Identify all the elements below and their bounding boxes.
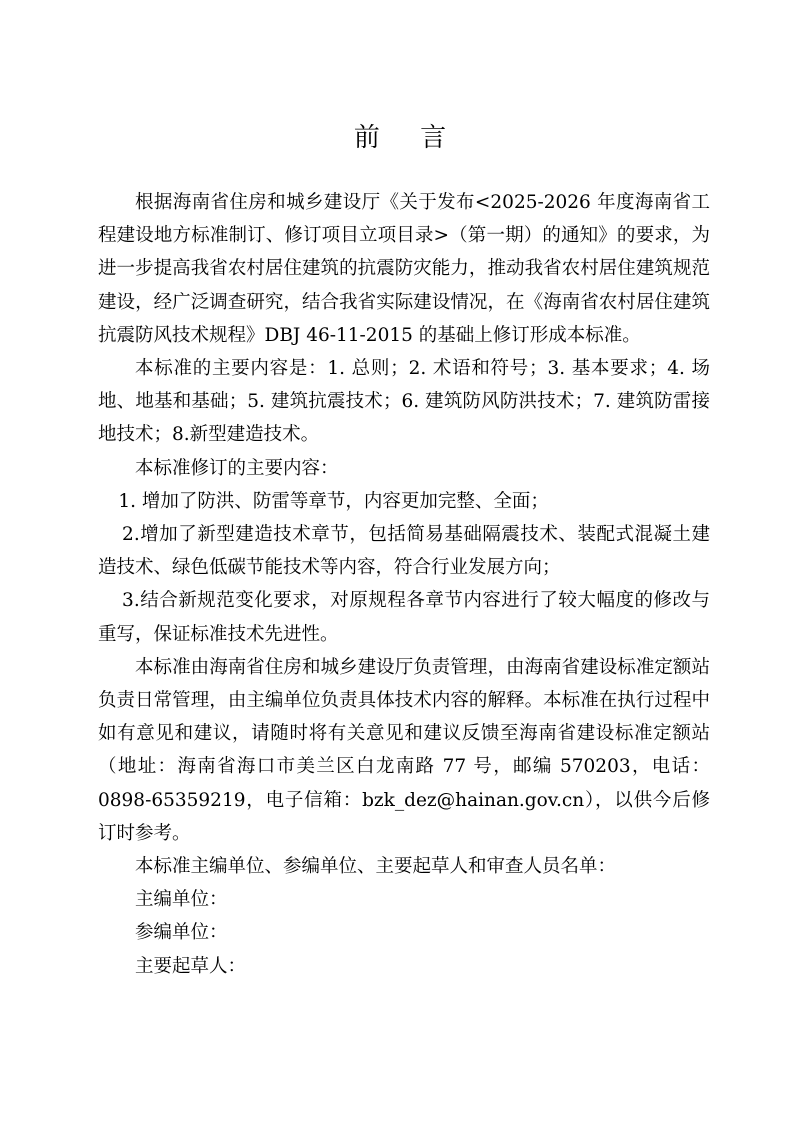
paragraph-revision-intro: 本标准修订的主要内容： <box>135 457 339 479</box>
preface-body <box>98 186 710 983</box>
paragraph-main-contents: 本标准的主要内容是：1. 总则；2. 术语和符号；3. 基本要求；4. 场地、地基和基础；5. 建筑抗震技术；6. 建筑防风防洪技术；7. 建筑防雷接地技术；8.新型建造技术。 <box>98 358 710 446</box>
paragraph-personnel-list: 本标准主编单位、参编单位、主要起草人和审查人员名单： <box>135 856 617 878</box>
paragraph-management: 本标准由海南省住房和城乡建设厅负责管理，由海南省建设标准定额站负责日常管理，由主编单位负责具体技术内容的解释。本标准在执行过程中如有意见和建议，请随时将有关意见和建议反馈至海南省建设标准定额站（地址：海南省海口市美兰区白龙南路 77 号，邮编 570203，电话：0898-65359219，电子信箱：bzk_dez@hainan.gov.cn），以供今后修订时参考。 <box>98 656 710 844</box>
page-title: 前 言 <box>353 123 463 153</box>
main-drafters-label: 主要起草人： <box>135 955 247 977</box>
participating-unit-label: 参编单位： <box>135 922 228 944</box>
paragraph-basis: 根据海南省住房和城乡建设厅《关于发布<2025-2026 年度海南省工程建设地方标准制订、修订项目立项目录>（第一期）的通知》的要求，为进一步提高我省农村居住建筑的抗震防灾能力，推动我省农村居住建筑规范建设，经广泛调查研究，结合我省实际建设情况，在《海南省农村居住建筑抗震防风技术规程》DBJ 46-11-2015 的基础上修订形成本标准。 <box>98 192 710 346</box>
revision-item-3: 3.结合新规范变化要求，对原规程各章节内容进行了较大幅度的修改与重写，保证标准技术先进性。 <box>98 590 710 645</box>
revision-item-1: 1. 增加了防洪、防雷等章节，内容更加完整、全面； <box>118 490 549 512</box>
revision-item-2: 2.增加了新型建造技术章节，包括简易基础隔震技术、装配式混凝土建造技术、绿色低碳节能技术等内容，符合行业发展方向； <box>98 524 710 579</box>
chief-editor-unit-label: 主编单位： <box>135 889 228 911</box>
